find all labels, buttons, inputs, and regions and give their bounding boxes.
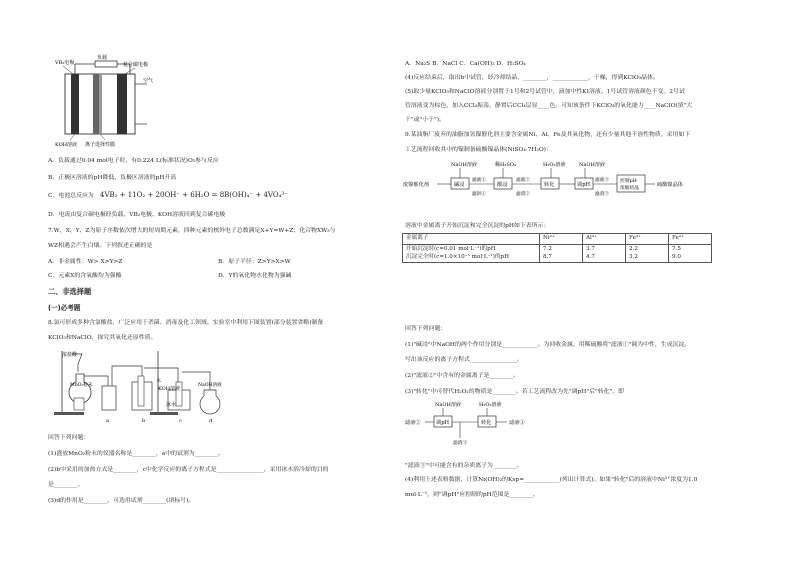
table-cell-fe2: 7.5 9.0 [669, 245, 712, 263]
q7-option-d: D．Y的氧化物水化物为强碱 [218, 273, 292, 279]
flow-box-crystal-line1: 控制pH [620, 179, 637, 184]
q9-part1-line1: (1)"碱浸"中NaOH的两个作用分别是____________。为回收金属，用稀硫酸将"滤液①"调为中性，生成沉淀。 [405, 342, 691, 348]
flow-filtrate2-label: 滤液② [516, 178, 530, 183]
ice-water-label: 冰水 [166, 402, 177, 408]
section-subtitle: (一)必考题 [48, 304, 81, 312]
table-cell-al: 3.7 4.7 [583, 245, 626, 263]
flow2-output: 滤液③ [509, 420, 525, 426]
process-flowchart-2 [405, 398, 545, 448]
q8-part4: (4)反应结束后，取出b中试管，经冷却结晶，________，____________，干燥，得到KClO₃晶体。 [405, 75, 659, 81]
battery-option-b: B．正极区溶液的pH降低、负极区溶液的pH升高 [48, 175, 177, 181]
q7-option-b: B．原子半径：Z>Y>X>W [218, 259, 291, 265]
battery-option-d: D．电流由复合碳电极经负载、VB₂电极、KOH溶液回到复合碳电极 [48, 212, 226, 218]
ion-ph-table [402, 233, 712, 263]
q9-part1-line2: 写出该反应的离子方程式________________。 [405, 357, 523, 363]
naoh-solution-label: NaOH溶液 [198, 383, 222, 388]
composite-label: 复合碳电极 [123, 62, 149, 68]
q8-part5-line2: 管溶液变为棕色，加入CCl₄振荡，静置后CCl₄层显____色。可知该条件下KClO₃的氧化能力____NaClO(填"大 [405, 103, 693, 109]
flow2-residue: 滤渣③ [453, 441, 468, 446]
battery-equation: 4VB₂ + 11O₂ + 20OH⁻ + 6H₂O = 8B(OH)₄⁻ + 4VO₄³⁻ [100, 191, 288, 199]
flow-filtrate1-label: 滤液① [472, 178, 486, 183]
q7-stem-line1: 7.W、X、Y、Z为原子序数依次增大的短周期元素，四种元素的核外电子总数满足X+Y=W+Z；化合物XW₃与 [48, 228, 336, 234]
q8-part1: (1)盛放MnO₂粉末的仪器名称是________，a中的试剂为________。 [48, 451, 225, 457]
battery-diagram [55, 52, 165, 150]
table-header-fe2: Fe²⁺ [669, 234, 712, 245]
q8-answer-intro: 回答下列问题： [48, 435, 90, 441]
flow-naoh-label: NaOH溶液 [451, 162, 477, 168]
table-header-ni: Ni²⁺ [540, 234, 583, 245]
q8-part5-line3: 于"或"小于")。 [405, 117, 445, 123]
table-intro: 溶液中金属离子开始沉淀和完全沉淀的pH如下表所示： [405, 223, 550, 229]
q8-stem-line1: 8.氯可形成多种含氯酸盐，广泛应用于杀菌、消毒及化工领域。实验室中利用下图装置(部分装置省略)制备 [48, 320, 324, 326]
vb2-label: VB₂电极 [55, 60, 75, 66]
membrane-label: 离子选择性膜 [85, 142, 116, 148]
battery-option-a: A．负载通过0.04 mol电子时，有0.224 L(标准状况)O₂参与反应 [48, 158, 219, 164]
section-title: 二、非选择题 [48, 287, 92, 296]
table-cell-fe3: 2.2 3.2 [626, 245, 669, 263]
flow-box-acid-label: 酸浸 [497, 182, 508, 188]
mno2-label: MnO₂粉末 [70, 383, 93, 388]
load-label: 负载 [97, 55, 108, 61]
flow2-box-ph-label: 调pH [436, 420, 450, 426]
q8-part5-line1: (5)取少量KClO₃和NaClO溶液分别置于1号和2号试管中，滴加中性KI溶液。1号试管溶液颜色不变。2号试 [405, 89, 685, 95]
air-label: 空气 [143, 78, 154, 84]
table-header-al: Al³⁺ [583, 234, 626, 245]
q9-part4-line2: mol·L⁻¹，则"调pH"应控制的pH范围是________。 [405, 492, 539, 498]
flow2-input: 滤液② [405, 420, 421, 426]
flow-box-ph-label: 调pH [577, 182, 591, 188]
apparatus-c-label: c [179, 418, 182, 424]
table-row2-label: 沉淀完全时(c=1.0×10⁻⁵ mol·L⁻¹)的pH [406, 253, 510, 260]
flow-residue3-label: 滤渣③ [595, 192, 609, 197]
table-row1-label: 开始沉淀时(c=0.01 mol·L⁻¹)的pH [406, 246, 496, 252]
q9-part2: (2)"滤液②"中含有的金属离子是________。 [405, 373, 519, 379]
flow2-naoh-label: NaOH溶液 [435, 402, 461, 408]
water-label: 水 [156, 378, 162, 384]
flow-box-alkali-label: 碱浸 [454, 182, 465, 188]
q7-option-c: C．元素X的含氧酸均为强酸 [48, 273, 122, 279]
process-flowchart [403, 158, 748, 214]
flow-naoh2-label: NaOH溶液 [579, 162, 605, 168]
q8-part2-cont: 是________。 [48, 482, 84, 488]
q8-part3: (3)d的作用是________，可选用试剂________(填标号)。 [48, 498, 195, 504]
table-header-ion: 金属离子 [403, 234, 540, 245]
q9-part3: (3)"转化"中可替代H₂O₂的物质是________。若工艺流程改为先"调pH"后"转化"，即 [405, 389, 625, 395]
apparatus-b-label: b [142, 418, 146, 424]
apparatus-d-label: d [209, 418, 213, 424]
flow-residue2-label: 滤渣② [516, 192, 530, 197]
q9-stem-line1: 9.某油脂厂废弃的油脂加氢镍催化剂主要含金属Ni、Al、Fe及其氧化物，还有少量其他不溶性物质。采用如下 [405, 132, 691, 138]
flow2-h2o2-label: H₂O₂溶液 [479, 402, 502, 408]
q9-part3-cont: "滤液③"中可能含有的杂质离子为________。 [405, 463, 523, 469]
table-row-labels [403, 245, 540, 263]
apparatus-a-label: a [106, 418, 109, 424]
q7-stem-line2: WZ相遇会产生白烟。下列叙述正确的是 [48, 243, 153, 249]
flow-h2so4-label: 稀H₂SO₄ [495, 162, 516, 168]
q9-stem-line2: 工艺流程回收其中的镍制备硫酸镍晶体(NiSO₄·7H₂O)： [405, 147, 552, 153]
flow-box-convert-label: 转化 [544, 182, 555, 188]
q7-option-a: A．非金属性：W> X>Y>Z [48, 259, 123, 265]
conc-hcl-label: 浓盐酸 [62, 352, 78, 358]
q8-options: A．Na₂S B．NaCl C．Ca(OH)₂ D．H₂SO₄ [405, 61, 526, 67]
flow-product: 硫酸镍晶体 [657, 182, 683, 188]
q9-part4-line1: (4)利用上述表格数据，计算Ni(OH)₂的Ksp=____________(列出计算式)。如果"转化"后的溶液中Ni²⁺浓度为1.0 [405, 477, 698, 483]
koh-solution-label: KOH溶液 [158, 386, 181, 392]
flow-box-crystal-line2: 浓缩结晶 [620, 186, 640, 191]
flow-h2o2-label: H₂O₂溶液 [543, 162, 566, 168]
flow-cake1-label: 滤饼① [472, 192, 486, 197]
flow-filtrate3-label: 滤液③ [595, 178, 609, 183]
koh-label: KOH溶液 [55, 142, 78, 148]
flow-source: 废镍催化剂 [403, 182, 429, 188]
battery-option-c-prefix: C．电池总反应为 [48, 193, 94, 199]
q8-part2: (2)b中采用的加热方式是________，c中化学反应的离子方程式是________________，采用冰水浴冷却的目的 [48, 467, 329, 473]
q8-stem-line2: KClO₃和NaClO，探究其氧化还原性质。 [48, 335, 157, 341]
table-cell-ni: 7.2 8.7 [540, 245, 583, 263]
q9-answer-intro: 回答下列问题： [405, 326, 447, 332]
apparatus-diagram [48, 346, 248, 426]
flow2-box-convert-label: 转化 [481, 420, 492, 426]
table-header-fe3: Fe³⁺ [626, 234, 669, 245]
